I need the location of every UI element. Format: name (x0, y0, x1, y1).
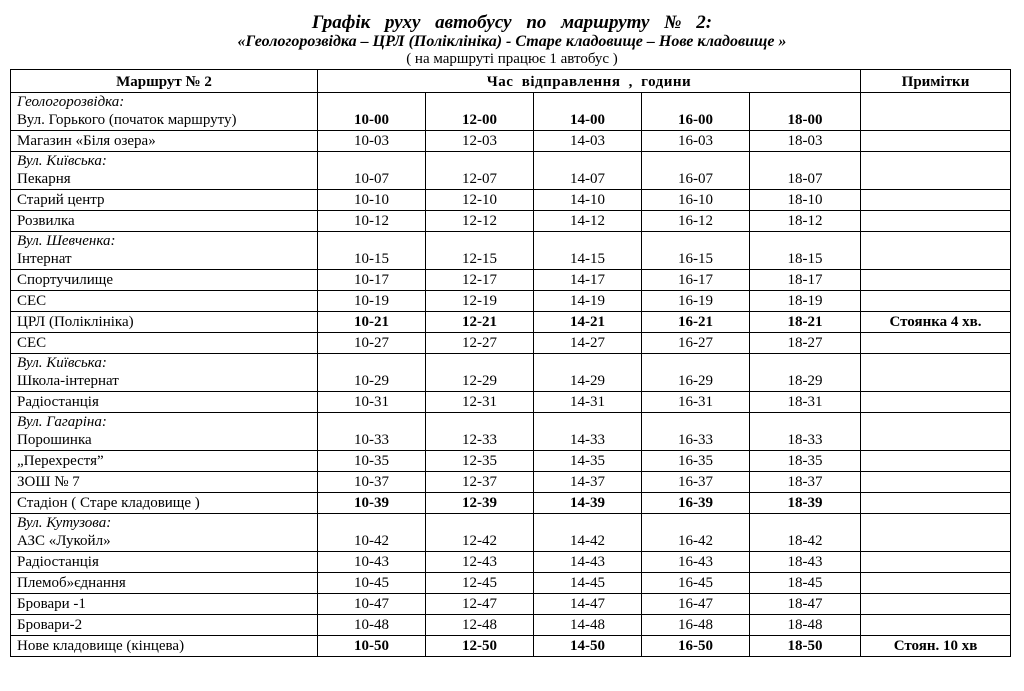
note-cell (861, 615, 1011, 636)
note-cell: Стоянка 4 хв. (861, 312, 1011, 333)
departure-time: 12-39 (426, 493, 534, 514)
departure-time: 18-47 (750, 594, 861, 615)
departure-time: 16-47 (642, 594, 750, 615)
departure-time: 18-21 (750, 312, 861, 333)
stop-name: Радіостанція (17, 394, 99, 410)
note-cell (861, 493, 1011, 514)
departure-time: 18-50 (750, 636, 861, 657)
departure-time: 12-47 (426, 594, 534, 615)
departure-time: 18-03 (750, 131, 861, 152)
departure-time: 14-43 (534, 552, 642, 573)
table-row (11, 291, 1011, 312)
stop-cell (11, 636, 318, 657)
stop-cell (11, 413, 318, 451)
departure-time: 14-21 (534, 312, 642, 333)
departure-time: 10-00 (318, 93, 426, 131)
stop-name: Вул. Горького (початок маршруту) (17, 112, 237, 128)
table-row (11, 573, 1011, 594)
table-row (11, 354, 1011, 392)
stop-name: Порошинка (17, 432, 92, 448)
note-cell (861, 152, 1011, 190)
departure-time: 16-12 (642, 211, 750, 232)
note-cell (861, 291, 1011, 312)
stop-name: Радіостанція (17, 554, 99, 570)
header-route: Маршрут № 2 (11, 70, 318, 93)
departure-time: 18-27 (750, 333, 861, 354)
header-departure-time: Час відправлення , години (318, 70, 861, 93)
table-row (11, 514, 1011, 552)
stop-name: ЦРЛ (Поліклініка) (17, 314, 134, 330)
departure-time: 14-19 (534, 291, 642, 312)
departure-time: 18-33 (750, 413, 861, 451)
departure-time: 16-35 (642, 451, 750, 472)
note-cell (861, 131, 1011, 152)
table-row (11, 493, 1011, 514)
bus-count-note: ( на маршруті працює 1 автобус ) (406, 51, 618, 67)
note-cell (861, 270, 1011, 291)
table-header-row (11, 70, 1011, 93)
stop-cell (11, 291, 318, 312)
route-subtitle: «Геологорозвідка – ЦРЛ (Поліклініка) - Старе кладовище – Нове кладовище » (237, 33, 787, 50)
departure-time: 10-31 (318, 392, 426, 413)
stop-name: АЗС «Лукойл» (17, 533, 111, 549)
departure-time: 18-48 (750, 615, 861, 636)
schedule-body (11, 93, 1011, 657)
departure-time: 16-17 (642, 270, 750, 291)
departure-time: 12-10 (426, 190, 534, 211)
stop-cell (11, 270, 318, 291)
table-row (11, 451, 1011, 472)
table-row (11, 594, 1011, 615)
departure-time: 18-12 (750, 211, 861, 232)
note-cell: Стоян. 10 хв (861, 636, 1011, 657)
departure-time: 18-00 (750, 93, 861, 131)
departure-time: 12-29 (426, 354, 534, 392)
note-cell (861, 472, 1011, 493)
stop-cell (11, 472, 318, 493)
departure-time: 12-45 (426, 573, 534, 594)
departure-time: 16-39 (642, 493, 750, 514)
departure-time: 14-33 (534, 413, 642, 451)
stop-cell (11, 451, 318, 472)
table-row (11, 392, 1011, 413)
stop-name: СЕС (17, 293, 47, 309)
stop-cell (11, 232, 318, 270)
departure-time: 14-17 (534, 270, 642, 291)
departure-time: 14-48 (534, 615, 642, 636)
stop-name: Пекарня (17, 171, 71, 187)
departure-time: 10-47 (318, 594, 426, 615)
departure-time: 16-00 (642, 93, 750, 131)
header-notes: Примітки (861, 70, 1011, 93)
departure-time: 12-35 (426, 451, 534, 472)
departure-time: 14-39 (534, 493, 642, 514)
table-row (11, 413, 1011, 451)
stop-cell (11, 152, 318, 190)
stop-cell (11, 493, 318, 514)
departure-time: 14-10 (534, 190, 642, 211)
departure-time: 10-39 (318, 493, 426, 514)
stop-name: ЗОШ № 7 (17, 474, 80, 490)
departure-time: 12-19 (426, 291, 534, 312)
departure-time: 10-19 (318, 291, 426, 312)
stop-name: Бровари-2 (17, 617, 83, 633)
note-cell (861, 514, 1011, 552)
note-cell (861, 211, 1011, 232)
departure-time: 14-15 (534, 232, 642, 270)
stop-cell (11, 552, 318, 573)
table-row (11, 131, 1011, 152)
departure-time: 12-48 (426, 615, 534, 636)
departure-time: 16-42 (642, 514, 750, 552)
stop-cell (11, 333, 318, 354)
stop-cell (11, 131, 318, 152)
departure-time: 14-45 (534, 573, 642, 594)
departure-time: 12-42 (426, 514, 534, 552)
stop-cell (11, 594, 318, 615)
stop-name: „Перехрестя” (17, 453, 104, 469)
note-cell (861, 573, 1011, 594)
table-row (11, 232, 1011, 270)
note-cell (861, 190, 1011, 211)
stop-name: Стадіон ( Старе кладовище ) (17, 495, 200, 511)
departure-time: 18-45 (750, 573, 861, 594)
note-cell (861, 333, 1011, 354)
departure-time: 14-42 (534, 514, 642, 552)
stop-name: Нове кладовище (кінцева) (17, 638, 185, 654)
stop-cell (11, 392, 318, 413)
departure-time: 14-27 (534, 333, 642, 354)
note-cell (861, 232, 1011, 270)
departure-time: 12-27 (426, 333, 534, 354)
departure-time: 18-42 (750, 514, 861, 552)
table-row (11, 190, 1011, 211)
stop-cell (11, 514, 318, 552)
departure-time: 16-33 (642, 413, 750, 451)
note-cell (861, 552, 1011, 573)
departure-time: 10-42 (318, 514, 426, 552)
departure-time: 18-31 (750, 392, 861, 413)
departure-time: 10-35 (318, 451, 426, 472)
departure-time: 14-37 (534, 472, 642, 493)
departure-time: 16-07 (642, 152, 750, 190)
departure-time: 10-45 (318, 573, 426, 594)
departure-time: 16-10 (642, 190, 750, 211)
departure-time: 10-43 (318, 552, 426, 573)
stop-cell (11, 312, 318, 333)
street-name: Геологорозвідка: (17, 94, 125, 110)
departure-time: 18-35 (750, 451, 861, 472)
note-cell (861, 392, 1011, 413)
departure-time: 16-45 (642, 573, 750, 594)
departure-time: 16-21 (642, 312, 750, 333)
departure-time: 14-29 (534, 354, 642, 392)
table-row (11, 270, 1011, 291)
table-row (11, 552, 1011, 573)
departure-time: 16-15 (642, 232, 750, 270)
departure-time: 18-43 (750, 552, 861, 573)
departure-time: 12-17 (426, 270, 534, 291)
departure-time: 12-31 (426, 392, 534, 413)
departure-time: 14-47 (534, 594, 642, 615)
stop-cell (11, 573, 318, 594)
table-row (11, 333, 1011, 354)
stop-name: Старий центр (17, 192, 105, 208)
schedule-title: Графік руху автобусу по маршруту № 2: (311, 12, 713, 33)
stop-name: Розвилка (17, 213, 75, 229)
departure-time: 10-48 (318, 615, 426, 636)
note-cell (861, 354, 1011, 392)
departure-time: 12-33 (426, 413, 534, 451)
departure-time: 18-29 (750, 354, 861, 392)
note-cell (861, 594, 1011, 615)
stop-cell (11, 211, 318, 232)
departure-time: 14-12 (534, 211, 642, 232)
departure-time: 10-29 (318, 354, 426, 392)
departure-time: 16-37 (642, 472, 750, 493)
departure-time: 10-07 (318, 152, 426, 190)
table-row (11, 152, 1011, 190)
departure-time: 10-12 (318, 211, 426, 232)
departure-time: 10-03 (318, 131, 426, 152)
stop-name: Школа-інтернат (17, 373, 119, 389)
street-name: Вул. Гагаріна: (17, 414, 107, 430)
departure-time: 16-43 (642, 552, 750, 573)
table-row (11, 615, 1011, 636)
note-cell (861, 451, 1011, 472)
stop-name: Племоб»єднання (17, 575, 126, 591)
departure-time: 14-03 (534, 131, 642, 152)
departure-time: 10-17 (318, 270, 426, 291)
departure-time: 16-19 (642, 291, 750, 312)
departure-time: 18-15 (750, 232, 861, 270)
street-name: Вул. Кутузова: (17, 515, 112, 531)
stop-name: Спортучилище (17, 272, 113, 288)
departure-time: 14-50 (534, 636, 642, 657)
departure-time: 10-37 (318, 472, 426, 493)
departure-time: 16-48 (642, 615, 750, 636)
departure-time: 18-17 (750, 270, 861, 291)
departure-time: 12-15 (426, 232, 534, 270)
departure-time: 14-35 (534, 451, 642, 472)
departure-time: 10-50 (318, 636, 426, 657)
departure-time: 16-27 (642, 333, 750, 354)
stop-cell (11, 615, 318, 636)
stop-cell (11, 190, 318, 211)
table-row (11, 472, 1011, 493)
departure-time: 18-10 (750, 190, 861, 211)
street-name: Вул. Київська: (17, 355, 107, 371)
schedule-table (10, 69, 1011, 657)
departure-time: 12-07 (426, 152, 534, 190)
stop-name: Магазин «Біля озера» (17, 133, 156, 149)
departure-time: 16-29 (642, 354, 750, 392)
departure-time: 12-12 (426, 211, 534, 232)
departure-time: 12-21 (426, 312, 534, 333)
departure-time: 10-27 (318, 333, 426, 354)
note-cell (861, 413, 1011, 451)
note-cell (861, 93, 1011, 131)
departure-time: 14-00 (534, 93, 642, 131)
departure-time: 10-33 (318, 413, 426, 451)
stop-name: Бровари -1 (17, 596, 86, 612)
departure-time: 18-19 (750, 291, 861, 312)
table-row (11, 93, 1011, 131)
departure-time: 12-43 (426, 552, 534, 573)
stop-name: СЕС (17, 335, 47, 351)
departure-time: 10-10 (318, 190, 426, 211)
stop-cell (11, 354, 318, 392)
departure-time: 14-07 (534, 152, 642, 190)
departure-time: 18-37 (750, 472, 861, 493)
departure-time: 10-21 (318, 312, 426, 333)
street-name: Вул. Шевченка: (17, 233, 116, 249)
table-row (11, 211, 1011, 232)
departure-time: 16-50 (642, 636, 750, 657)
street-name: Вул. Київська: (17, 153, 107, 169)
departure-time: 18-07 (750, 152, 861, 190)
departure-time: 10-15 (318, 232, 426, 270)
departure-time: 12-00 (426, 93, 534, 131)
departure-time: 12-37 (426, 472, 534, 493)
departure-time: 16-03 (642, 131, 750, 152)
stop-name: Інтернат (17, 251, 72, 267)
departure-time: 16-31 (642, 392, 750, 413)
table-row (11, 312, 1011, 333)
table-row (11, 636, 1011, 657)
stop-cell (11, 93, 318, 131)
departure-time: 18-39 (750, 493, 861, 514)
departure-time: 12-50 (426, 636, 534, 657)
departure-time: 12-03 (426, 131, 534, 152)
departure-time: 14-31 (534, 392, 642, 413)
